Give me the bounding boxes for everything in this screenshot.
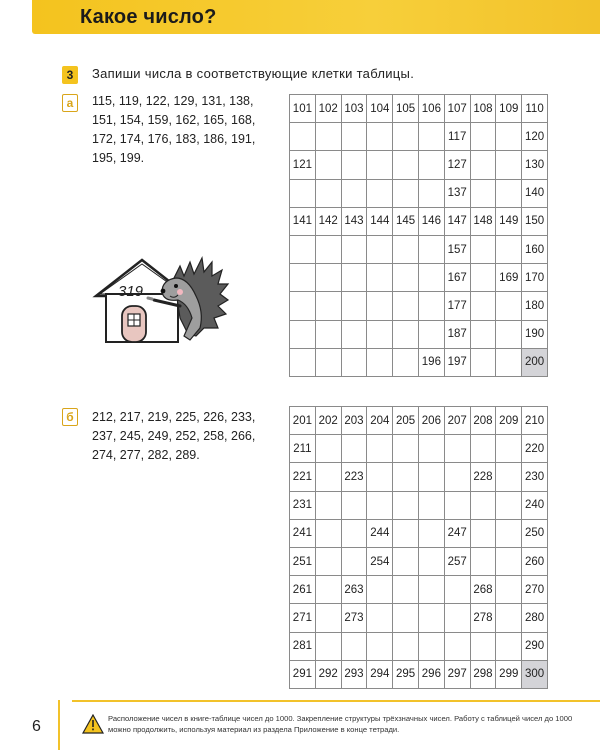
table-cell (496, 632, 522, 660)
table-cell: 298 (470, 660, 496, 688)
table-cell: 196 (418, 348, 444, 376)
table-row (290, 292, 548, 320)
table-cell (393, 435, 419, 463)
table-cell: 241 (290, 519, 316, 547)
hedgehog-house-illustration (92, 248, 232, 348)
page-title: Какое число? (80, 6, 217, 28)
table-cell (393, 151, 419, 179)
table-cell: 167 (444, 264, 470, 292)
part-b-numbers-line: 212, 217, 219, 225, 226, 233, (92, 410, 256, 424)
table-row (290, 491, 548, 519)
table-cell (418, 463, 444, 491)
table-cell (367, 348, 393, 376)
table-cell (290, 235, 316, 263)
table-cell: 273 (341, 604, 367, 632)
table-cell (496, 235, 522, 263)
table-cell (341, 491, 367, 519)
table-cell: 204 (367, 407, 393, 435)
table-cell (496, 123, 522, 151)
part-a-numbers-line: 172, 174, 176, 183, 186, 191, (92, 132, 256, 146)
table-cell: 250 (522, 519, 548, 547)
table-cell (418, 519, 444, 547)
table-cell (496, 604, 522, 632)
part-a-label: а (62, 94, 78, 112)
table-cell: 169 (496, 264, 522, 292)
table-cell (496, 320, 522, 348)
table-cell (470, 547, 496, 575)
table-cell (444, 576, 470, 604)
table-cell: 200 (522, 348, 548, 376)
table-cell (367, 576, 393, 604)
table-cell (418, 632, 444, 660)
table-cell (367, 292, 393, 320)
table-cell: 147 (444, 207, 470, 235)
table-row (290, 632, 548, 660)
table-cell: 190 (522, 320, 548, 348)
table-cell (444, 604, 470, 632)
table-cell (393, 235, 419, 263)
table-cell (315, 348, 341, 376)
table-cell: 187 (444, 320, 470, 348)
table-cell (290, 123, 316, 151)
table-cell (367, 264, 393, 292)
table-cell: 205 (393, 407, 419, 435)
table-cell (367, 435, 393, 463)
table-cell: 240 (522, 491, 548, 519)
table-cell: 299 (496, 660, 522, 688)
table-cell (367, 123, 393, 151)
table-row (290, 407, 548, 435)
table-cell: 140 (522, 179, 548, 207)
table-cell: 280 (522, 604, 548, 632)
table-cell: 254 (367, 547, 393, 575)
table-row (290, 519, 548, 547)
table-cell (315, 519, 341, 547)
table-cell (470, 123, 496, 151)
table-cell (315, 491, 341, 519)
table-cell (315, 320, 341, 348)
table-cell (315, 547, 341, 575)
table-cell (315, 604, 341, 632)
table-cell: 221 (290, 463, 316, 491)
table-cell: 296 (418, 660, 444, 688)
table-cell: 101 (290, 95, 316, 123)
table-cell: 108 (470, 95, 496, 123)
part-a-numbers-line: 115, 119, 122, 129, 131, 138, (92, 94, 254, 108)
table-cell (315, 292, 341, 320)
table-cell: 251 (290, 547, 316, 575)
table-cell (393, 519, 419, 547)
table-cell: 207 (444, 407, 470, 435)
table-cell (418, 151, 444, 179)
table-cell: 170 (522, 264, 548, 292)
table-row (290, 235, 548, 263)
table-cell: 206 (418, 407, 444, 435)
table-cell (315, 264, 341, 292)
table-cell (496, 435, 522, 463)
table-cell: 292 (315, 660, 341, 688)
table-cell (470, 264, 496, 292)
table-cell: 107 (444, 95, 470, 123)
table-cell (367, 179, 393, 207)
footer-divider (72, 700, 600, 702)
table-cell: 220 (522, 435, 548, 463)
table-cell (418, 123, 444, 151)
table-cell (418, 264, 444, 292)
table-cell: 228 (470, 463, 496, 491)
table-row (290, 547, 548, 575)
table-cell (393, 576, 419, 604)
table-cell (341, 632, 367, 660)
table-cell (444, 463, 470, 491)
table-cell: 300 (522, 660, 548, 688)
table-cell: 209 (496, 407, 522, 435)
table-cell (418, 547, 444, 575)
table-cell: 157 (444, 235, 470, 263)
table-cell: 102 (315, 95, 341, 123)
table-cell (367, 151, 393, 179)
task-instruction: Запиши числа в соответствующие клетки таблицы. (92, 66, 415, 81)
table-cell: 257 (444, 547, 470, 575)
table-cell (418, 576, 444, 604)
part-b-numbers-line: 237, 245, 249, 252, 258, 266, (92, 429, 256, 443)
table-cell: 127 (444, 151, 470, 179)
table-cell: 142 (315, 207, 341, 235)
table-cell (470, 320, 496, 348)
part-b-numbers (92, 408, 288, 465)
table-cell: 297 (444, 660, 470, 688)
table-cell (393, 604, 419, 632)
table-cell (341, 435, 367, 463)
table-row (290, 95, 548, 123)
table-cell: 117 (444, 123, 470, 151)
table-cell (418, 235, 444, 263)
table-cell (470, 151, 496, 179)
table-cell (418, 604, 444, 632)
table-cell (470, 348, 496, 376)
table-cell: 177 (444, 292, 470, 320)
table-cell (367, 320, 393, 348)
table-cell: 201 (290, 407, 316, 435)
table-cell (393, 547, 419, 575)
table-cell (393, 491, 419, 519)
table-cell (470, 235, 496, 263)
table-cell: 270 (522, 576, 548, 604)
table-cell (496, 179, 522, 207)
table-cell: 290 (522, 632, 548, 660)
table-cell (315, 463, 341, 491)
table-cell (341, 547, 367, 575)
table-cell: 260 (522, 547, 548, 575)
table-cell (393, 463, 419, 491)
table-cell (470, 292, 496, 320)
table-cell: 148 (470, 207, 496, 235)
part-a-numbers-line: 151, 154, 159, 162, 165, 168, (92, 113, 256, 127)
table-row (290, 151, 548, 179)
table-cell: 180 (522, 292, 548, 320)
table-row (290, 320, 548, 348)
table-row (290, 123, 548, 151)
table-cell: 208 (470, 407, 496, 435)
table-cell: 203 (341, 407, 367, 435)
number-table-a (289, 94, 548, 377)
table-row (290, 604, 548, 632)
table-cell (470, 632, 496, 660)
table-cell (418, 435, 444, 463)
footer-note: Расположение чисел в книге-таблице чисел до 1000. Закрепление структуры трёхзначных чисел. Работу с таблицей чисел до 1000 можно продолжить, используя материал из раздела Приложение в конце тетради. (108, 714, 573, 734)
table-cell (470, 491, 496, 519)
table-cell (444, 435, 470, 463)
table-cell (367, 632, 393, 660)
table-cell: 278 (470, 604, 496, 632)
table-cell (367, 235, 393, 263)
table-row (290, 576, 548, 604)
table-cell (418, 320, 444, 348)
table-cell (315, 235, 341, 263)
part-a-numbers (92, 92, 288, 168)
table-cell: 231 (290, 491, 316, 519)
table-cell (341, 235, 367, 263)
table-cell: 294 (367, 660, 393, 688)
table-cell (290, 348, 316, 376)
page-number: 6 (32, 718, 41, 735)
number-table-b (289, 406, 548, 689)
table-cell (470, 519, 496, 547)
table-row (290, 435, 548, 463)
table-cell (367, 491, 393, 519)
table-cell: 145 (393, 207, 419, 235)
table-row (290, 348, 548, 376)
table-cell: 291 (290, 660, 316, 688)
table-cell: 120 (522, 123, 548, 151)
table-cell (393, 179, 419, 207)
table-cell: 293 (341, 660, 367, 688)
table-cell (393, 123, 419, 151)
table-cell (496, 576, 522, 604)
table-cell (496, 292, 522, 320)
table-cell (290, 292, 316, 320)
table-cell (315, 435, 341, 463)
table-cell (496, 519, 522, 547)
table-cell (315, 576, 341, 604)
house-number-label: 319 (118, 283, 144, 300)
table-cell: 247 (444, 519, 470, 547)
table-cell: 223 (341, 463, 367, 491)
table-row (290, 264, 548, 292)
table-cell (315, 632, 341, 660)
table-cell (290, 179, 316, 207)
table-cell: 230 (522, 463, 548, 491)
table-cell (418, 179, 444, 207)
house-icon (96, 260, 188, 342)
part-a-numbers-line: 195, 199. (92, 151, 145, 165)
table-cell: 268 (470, 576, 496, 604)
table-cell: 244 (367, 519, 393, 547)
table-row (290, 463, 548, 491)
table-cell (341, 123, 367, 151)
table-cell: 210 (522, 407, 548, 435)
footer-accent-bar (58, 700, 60, 750)
table-cell: 106 (418, 95, 444, 123)
table-cell: 137 (444, 179, 470, 207)
table-cell: 109 (496, 95, 522, 123)
table-cell (315, 123, 341, 151)
table-cell: 295 (393, 660, 419, 688)
table-cell (393, 632, 419, 660)
table-cell: 263 (341, 576, 367, 604)
table-cell: 105 (393, 95, 419, 123)
table-cell: 146 (418, 207, 444, 235)
table-cell (367, 463, 393, 491)
table-cell (341, 264, 367, 292)
table-row (290, 207, 548, 235)
table-cell: 261 (290, 576, 316, 604)
table-cell (290, 320, 316, 348)
table-cell: 143 (341, 207, 367, 235)
table-cell (470, 179, 496, 207)
table-cell (444, 632, 470, 660)
table-cell: 103 (341, 95, 367, 123)
table-cell (418, 292, 444, 320)
table-cell: 130 (522, 151, 548, 179)
table-cell (315, 151, 341, 179)
warning-triangle-icon (82, 714, 104, 734)
part-b-numbers-line: 274, 277, 282, 289. (92, 448, 200, 462)
task-number-badge: 3 (62, 66, 78, 84)
table-cell: 197 (444, 348, 470, 376)
table-cell: 150 (522, 207, 548, 235)
table-cell (341, 292, 367, 320)
table-cell: 211 (290, 435, 316, 463)
table-cell (341, 151, 367, 179)
table-cell: 160 (522, 235, 548, 263)
table-cell (393, 348, 419, 376)
table-cell (496, 491, 522, 519)
table-cell (496, 463, 522, 491)
table-row (290, 179, 548, 207)
table-cell (393, 292, 419, 320)
table-cell (470, 435, 496, 463)
table-cell (418, 491, 444, 519)
table-cell: 149 (496, 207, 522, 235)
table-cell (341, 320, 367, 348)
table-cell (444, 491, 470, 519)
part-b-label: б (62, 408, 78, 426)
table-cell: 144 (367, 207, 393, 235)
table-cell: 202 (315, 407, 341, 435)
table-cell (341, 179, 367, 207)
table-cell: 110 (522, 95, 548, 123)
table-cell: 104 (367, 95, 393, 123)
table-cell (393, 264, 419, 292)
table-cell: 141 (290, 207, 316, 235)
table-cell (315, 179, 341, 207)
table-row (290, 660, 548, 688)
table-cell (496, 547, 522, 575)
table-cell (496, 151, 522, 179)
table-cell (367, 604, 393, 632)
table-cell (341, 348, 367, 376)
table-cell (496, 348, 522, 376)
table-cell (393, 320, 419, 348)
table-cell: 271 (290, 604, 316, 632)
table-cell (341, 519, 367, 547)
table-cell: 281 (290, 632, 316, 660)
table-cell (290, 264, 316, 292)
table-cell: 121 (290, 151, 316, 179)
